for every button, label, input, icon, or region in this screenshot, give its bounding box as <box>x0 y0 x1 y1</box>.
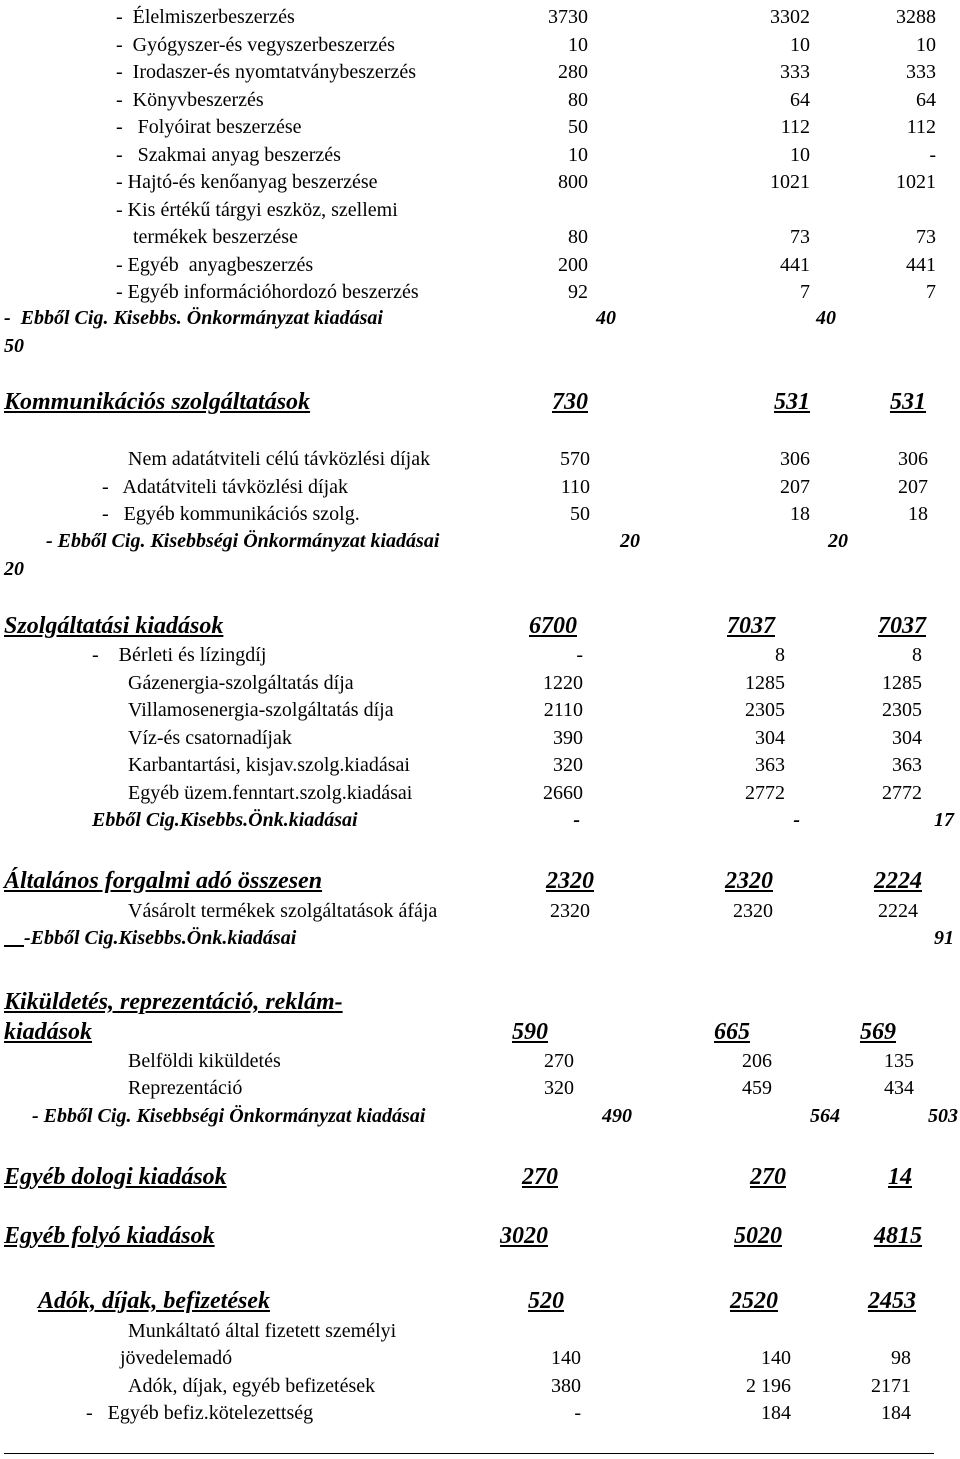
line-item-label: Gázenergia-szolgáltatás díja <box>128 672 354 694</box>
value-col-2: 665 <box>714 1019 750 1045</box>
value-col-2: 2 196 <box>746 1375 791 1397</box>
value-col-1: 800 <box>558 171 588 193</box>
value-col-2: 304 <box>755 727 785 749</box>
line-item-label: Munkáltató által fizetett személyi <box>128 1320 397 1342</box>
value-col-1: 110 <box>560 476 590 498</box>
value-col-2: 2320 <box>733 900 773 922</box>
value-col-1: 40 <box>596 307 616 329</box>
value-col-3: 207 <box>898 476 928 498</box>
value-col-1: 80 <box>568 226 588 248</box>
line-item-label: Vásárolt termékek szolgáltatások áfája <box>128 900 438 922</box>
section-title: Adók, díjak, befizetések <box>38 1288 270 1314</box>
subtotal-label <box>4 926 296 950</box>
section-title: Egyéb folyó kiadások <box>4 1223 215 1249</box>
value-col-1: 200 <box>558 254 588 276</box>
value-col-1: 270 <box>522 1164 558 1190</box>
value-col-1: 1220 <box>543 672 583 694</box>
line-item-label: Egyéb üzem.fenntart.szolg.kiadásai <box>128 782 413 804</box>
value-col-2: 5020 <box>734 1223 782 1249</box>
value-col-3: 441 <box>906 254 936 276</box>
value-col-2: 1285 <box>745 672 785 694</box>
value-col-2: 2305 <box>745 699 785 721</box>
value-col-2: 10 <box>790 34 810 56</box>
value-col-3: 333 <box>906 61 936 83</box>
value-col-3: 569 <box>860 1019 896 1045</box>
line-item-label: Belföldi kiküldetés <box>128 1050 281 1072</box>
value-col-1: 520 <box>528 1288 564 1314</box>
subtotal-label: - Ebből Cig. Kisebbs. Önkormányzat kiadásai <box>4 307 383 329</box>
value-col-2: 2772 <box>745 782 785 804</box>
value-col-2: 2320 <box>725 868 773 894</box>
value-col-3: 64 <box>916 89 936 111</box>
value-col-1: 320 <box>544 1077 574 1099</box>
value-col-2: 40 <box>816 307 836 329</box>
line-item-label: Reprezentáció <box>128 1077 243 1099</box>
value-col-2: 270 <box>750 1164 786 1190</box>
section-title: Kiküldetés, reprezentáció, reklám- <box>4 989 343 1015</box>
value-col-2: 73 <box>790 226 810 248</box>
value-col-2: 184 <box>761 1402 791 1424</box>
value-col-2: 3302 <box>770 6 810 28</box>
value-col-1: 390 <box>553 727 583 749</box>
value-col-1: - <box>573 809 580 831</box>
value-col-2: 531 <box>774 389 810 415</box>
value-col-1: 3020 <box>500 1223 548 1249</box>
line-item-label: - Folyóirat beszerzése <box>116 116 302 138</box>
line-item-label: - Egyéb kommunikációs szolg. <box>102 503 360 525</box>
line-item-label: Víz-és csatornadíjak <box>128 727 292 749</box>
value-col-3: 2453 <box>868 1288 916 1314</box>
value-col-2: 363 <box>755 754 785 776</box>
line-item-label: termékek beszerzése <box>133 226 298 248</box>
value-col-1: 570 <box>560 448 590 470</box>
value-col-1: 590 <box>512 1019 548 1045</box>
value-col-3: 135 <box>884 1050 914 1072</box>
subtotal-label: - Ebből Cig. Kisebbségi Önkormányzat kiadásai <box>32 1105 426 1127</box>
value-col-3: 306 <box>898 448 928 470</box>
value-col-1: 2660 <box>543 782 583 804</box>
value-col-3: 531 <box>890 389 926 415</box>
line-item-label: - Irodaszer-és nyomtatványbeszerzés <box>116 61 417 83</box>
value-col-3: 98 <box>891 1347 911 1369</box>
subtotal-label: Ebből Cig.Kisebbs.Önk.kiadásai <box>92 809 358 831</box>
value-col-1: - <box>574 1402 581 1424</box>
value-col-2: 18 <box>790 503 810 525</box>
value-col-3: 2772 <box>882 782 922 804</box>
value-col-3: 14 <box>888 1164 912 1190</box>
value-col-3: 1285 <box>882 672 922 694</box>
line-item-label: - Kis értékű tárgyi eszköz, szellemi <box>116 199 398 221</box>
value-col-3: 7037 <box>878 613 926 639</box>
value-col-1: 2320 <box>546 868 594 894</box>
value-col-2: 306 <box>780 448 810 470</box>
value-col-3: 8 <box>912 644 922 666</box>
value-col-1: 140 <box>551 1347 581 1369</box>
value-col-1: 10 <box>568 144 588 166</box>
line-item-label: - Könyvbeszerzés <box>116 89 264 111</box>
value-col-3: 91 <box>934 927 954 949</box>
value-col-3: 434 <box>884 1077 914 1099</box>
value-col-2: 441 <box>780 254 810 276</box>
section-title: Egyéb dologi kiadások <box>4 1164 227 1190</box>
section-title: Szolgáltatási kiadások <box>4 613 224 639</box>
value-col-2: 8 <box>775 644 785 666</box>
line-item-label: - Bérleti és lízingdíj <box>92 644 267 666</box>
line-item-label: - Egyéb anyagbeszerzés <box>116 254 314 276</box>
value-col-2: 2520 <box>730 1288 778 1314</box>
value-col-3: - <box>929 144 936 166</box>
value-col-3: 4815 <box>874 1223 922 1249</box>
value-col-3: 50 <box>4 335 24 357</box>
value-col-1: 50 <box>570 503 590 525</box>
value-col-3: 2305 <box>882 699 922 721</box>
line-item-label: - Gyógyszer-és vegyszerbeszerzés <box>116 34 395 56</box>
value-col-1: 80 <box>568 89 588 111</box>
value-col-3: 363 <box>892 754 922 776</box>
value-col-2: 112 <box>780 116 810 138</box>
value-col-3: 1021 <box>896 171 936 193</box>
value-col-2: 333 <box>780 61 810 83</box>
value-col-2: 564 <box>810 1105 840 1127</box>
value-col-3: 2224 <box>874 868 922 894</box>
value-col-3: 18 <box>908 503 928 525</box>
value-col-2: 206 <box>742 1050 772 1072</box>
value-col-1: 280 <box>558 61 588 83</box>
value-col-3: 73 <box>916 226 936 248</box>
line-item-label: - Adatátviteli távközlési díjak <box>102 476 349 498</box>
value-col-1: 50 <box>568 116 588 138</box>
value-col-2: 459 <box>742 1077 772 1099</box>
value-col-2: 10 <box>790 144 810 166</box>
bottom-rule <box>4 1453 934 1454</box>
value-col-1: 6700 <box>529 613 577 639</box>
value-col-3: 184 <box>881 1402 911 1424</box>
value-col-1: 380 <box>551 1375 581 1397</box>
subtotal-text: -Ebből Cig.Kisebbs.Önk.kiadásai <box>24 927 297 949</box>
value-col-2: 7037 <box>727 613 775 639</box>
subtotal-label: - Ebből Cig. Kisebbségi Önkormányzat kiadásai <box>46 530 440 552</box>
line-item-label: Nem adatátviteli célú távközlési díjak <box>128 448 431 470</box>
line-item-label: - Egyéb befiz.kötelezettség <box>86 1402 314 1424</box>
value-col-2: 140 <box>761 1347 791 1369</box>
value-col-3: 112 <box>906 116 936 138</box>
value-col-3: 3288 <box>896 6 936 28</box>
line-item-label: - Hajtó-és kenőanyag beszerzése <box>116 171 378 193</box>
line-item-label: - Egyéb információhordozó beszerzés <box>116 281 419 303</box>
value-col-2: 64 <box>790 89 810 111</box>
value-col-1: 92 <box>568 281 588 303</box>
section-title-cont: kiadások <box>4 1019 93 1045</box>
value-col-2: 20 <box>828 530 848 552</box>
value-col-1: 320 <box>553 754 583 776</box>
value-col-1: 10 <box>568 34 588 56</box>
line-item-label: Karbantartási, kisjav.szolg.kiadásai <box>128 754 410 776</box>
value-col-3: 10 <box>916 34 936 56</box>
value-col-1: 2320 <box>550 900 590 922</box>
value-col-3: 7 <box>926 281 936 303</box>
value-col-1: 3730 <box>548 6 588 28</box>
value-col-1: 270 <box>544 1050 574 1072</box>
value-col-3: 2224 <box>878 900 918 922</box>
line-item-label: - Szakmai anyag beszerzés <box>116 144 341 166</box>
value-col-1: - <box>576 644 583 666</box>
value-col-1: 20 <box>620 530 640 552</box>
section-title: Általános forgalmi adó összesen <box>4 868 323 894</box>
value-col-3: 503 <box>928 1105 958 1127</box>
line-item-label: Adók, díjak, egyéb befizetések <box>128 1375 376 1397</box>
value-col-1: 730 <box>552 389 588 415</box>
line-item-label: - Élelmiszerbeszerzés <box>116 6 295 28</box>
value-col-3: 20 <box>4 558 24 580</box>
value-col-3: 2171 <box>871 1375 911 1397</box>
value-col-2: 7 <box>800 281 810 303</box>
value-col-2: 207 <box>780 476 810 498</box>
value-col-3: 17 <box>934 809 954 831</box>
value-col-2: - <box>793 809 800 831</box>
line-item-label: Villamosenergia-szolgáltatás díja <box>128 699 394 721</box>
line-item-label: jövedelemadó <box>120 1347 233 1369</box>
value-col-2: 1021 <box>770 171 810 193</box>
value-col-1: 2110 <box>543 699 583 721</box>
value-col-3: 304 <box>892 727 922 749</box>
section-title: Kommunikációs szolgáltatások <box>4 389 311 415</box>
value-col-1: 490 <box>602 1105 632 1127</box>
